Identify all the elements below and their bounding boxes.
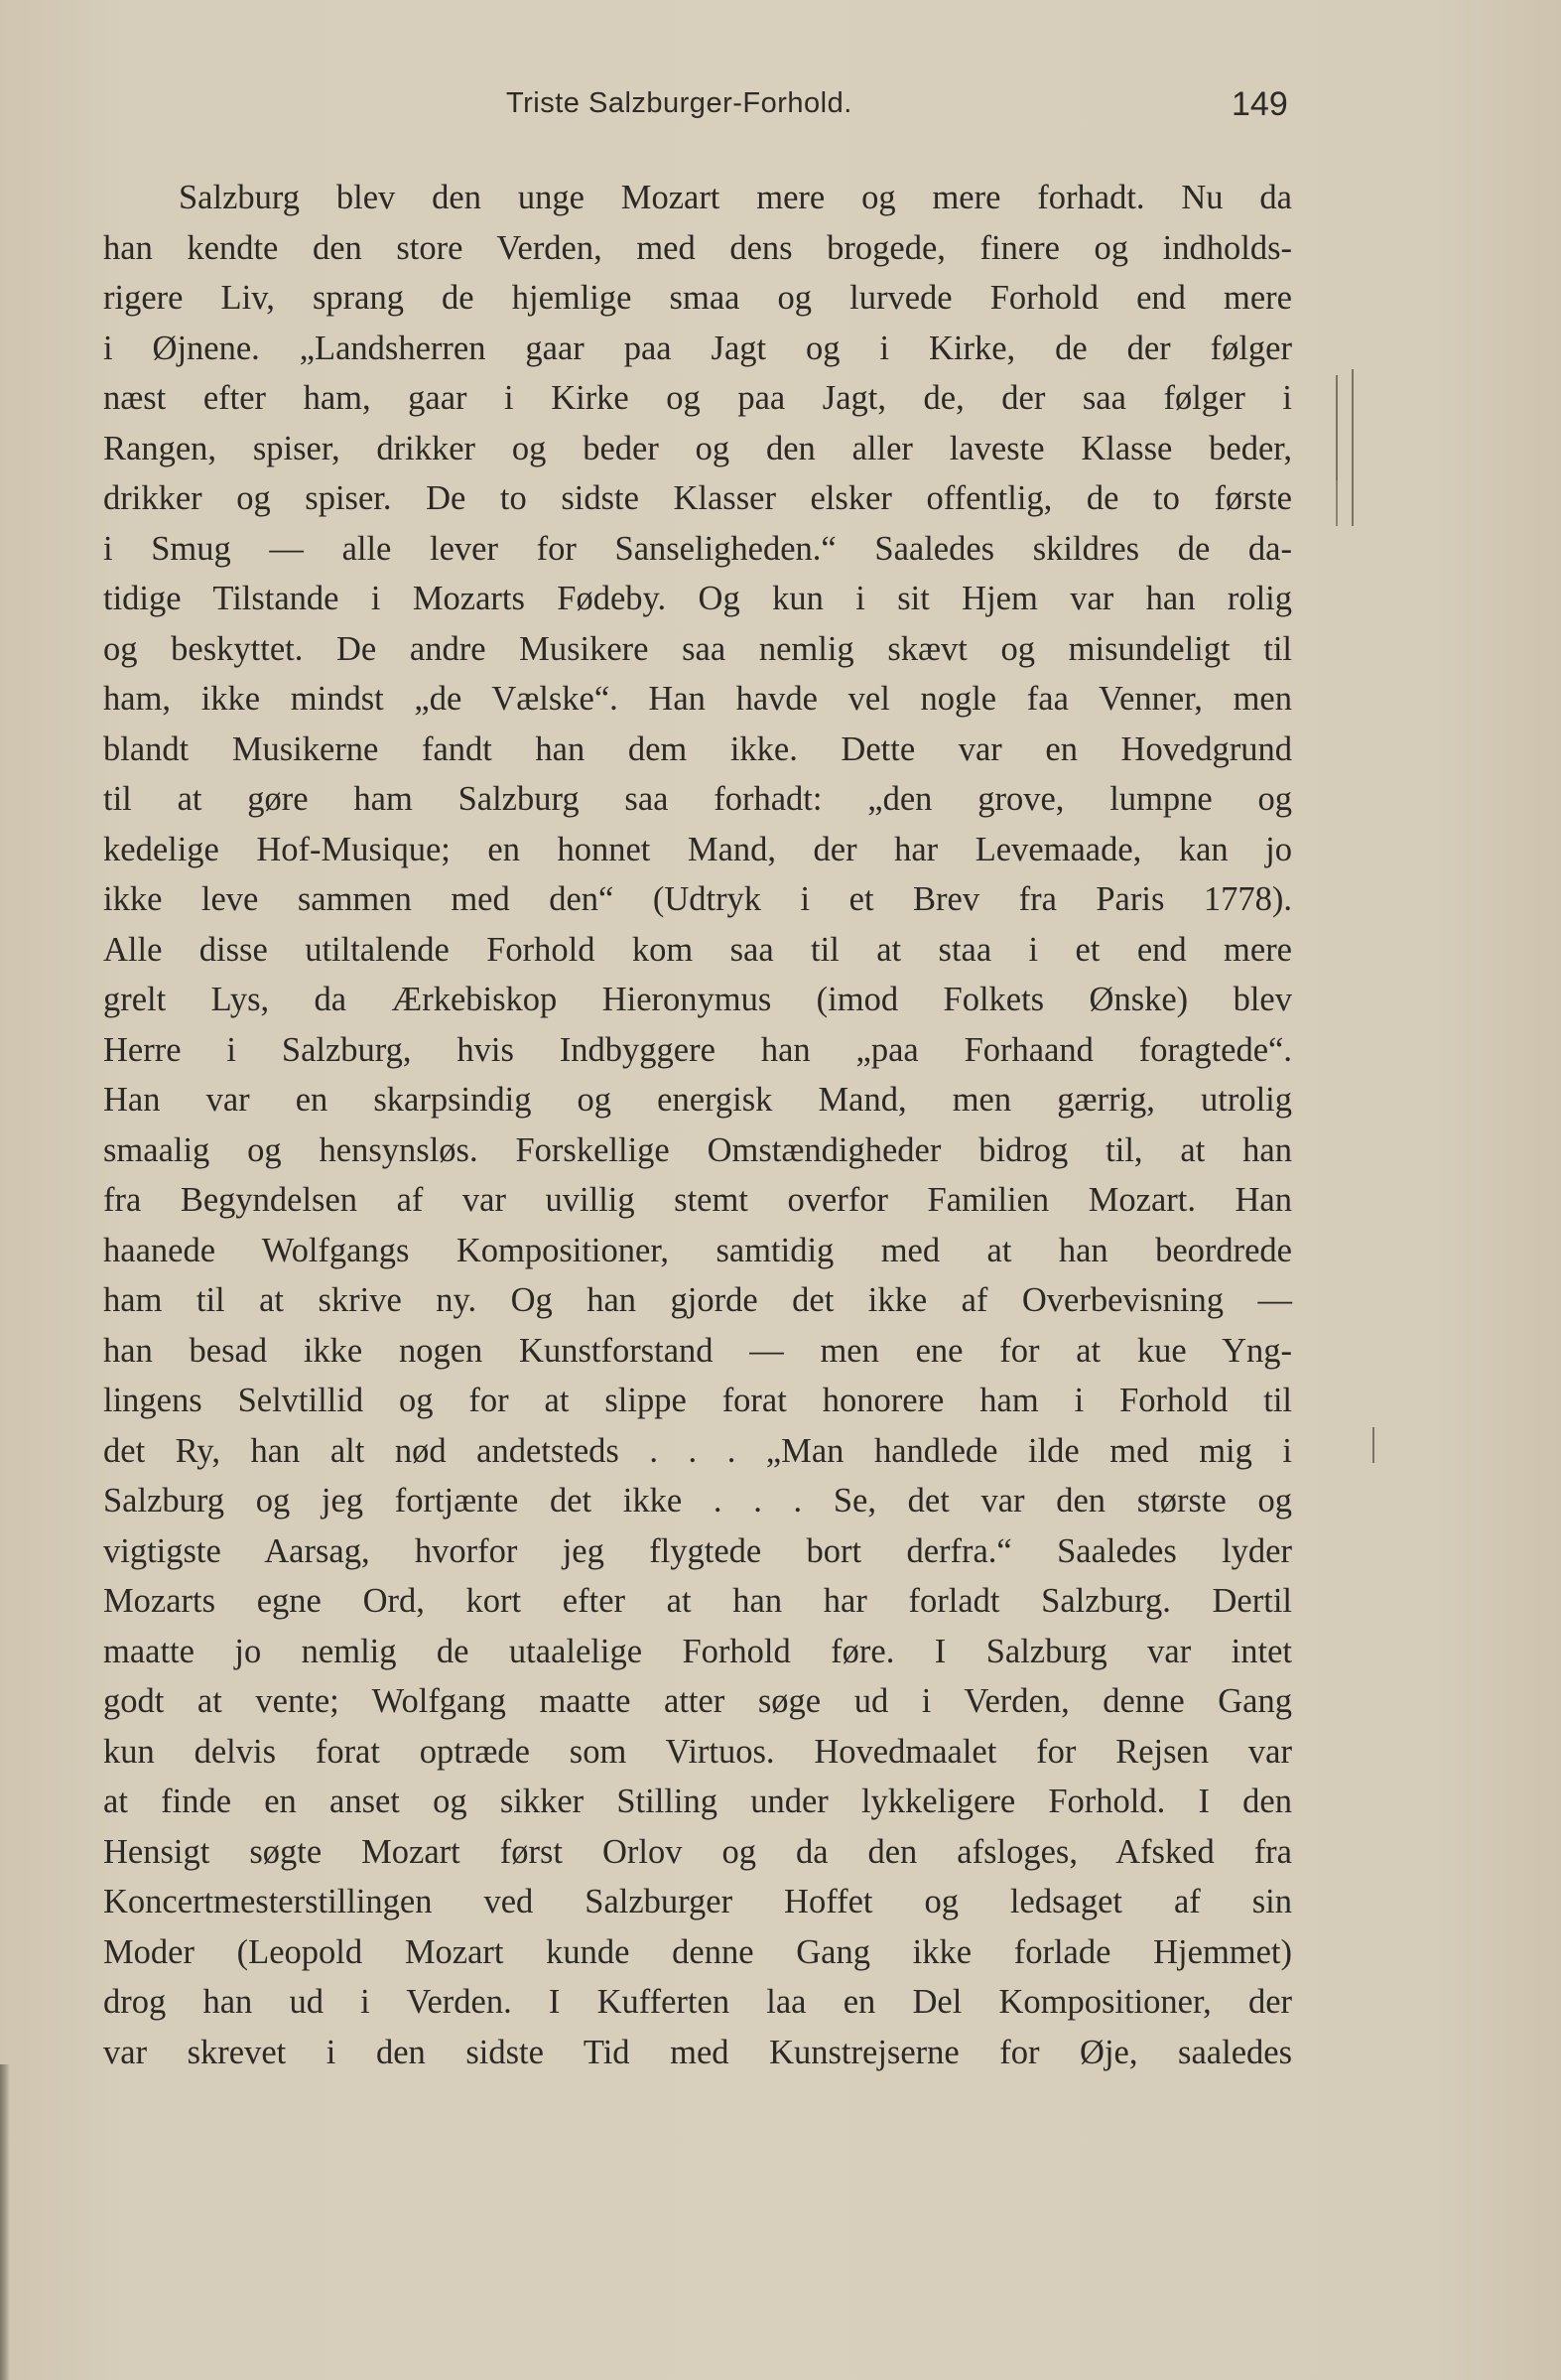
text-line: næst efter ham, gaar i Kirke og paa Jagt, de, der saa følger i [103,379,1292,417]
text-line: han besad ikke nogen Kunstforstand — men ene for at kue Yng- [103,1331,1292,1370]
text-line: til at gøre ham Salzburg saa forhadt: „den grove, lumpne og [103,780,1292,818]
text-line: Rangen, spiser, drikker og beder og den aller laveste Klasse beder, [103,429,1292,467]
text-line: kun delvis forat optræde som Virtuos. Hovedmaalet for Rejsen var [103,1732,1292,1771]
text-line: Moder (Leopold Mozart kunde denne Gang ikke forlade Hjemmet) [103,1932,1292,1971]
text-line: vigtigste Aarsag, hvorfor jeg flygtede bort derfra.“ Saaledes lyder [103,1531,1292,1570]
text-line: Alle disse utiltalende Forhold kom saa til at staa i et end mere [103,930,1292,969]
page-number: 149 [1232,85,1288,123]
text-line: drog han ud i Verden. I Kufferten laa en Del Kompositioner, der [103,1983,1292,2021]
text-line: haanede Wolfgangs Kompositioner, samtidig med at han beordrede [103,1231,1292,1269]
margin-pencil-mark [1336,480,1338,526]
text-line: rigere Liv, sprang de hjemlige smaa og lurvede Forhold end mere [103,279,1292,317]
text-line: grelt Lys, da Ærkebiskop Hieronymus (imod Folkets Ønske) blev [103,981,1292,1018]
text-line: i Smug — alle lever for Sanseligheden.“ Saaledes skildres de da- [103,529,1292,568]
margin-pencil-mark [1372,1427,1374,1463]
running-head [0,87,1561,133]
text-line: det Ry, han alt nød andetsteds . . . „Man handlede ilde med mig i [103,1431,1292,1470]
text-line: Mozarts egne Ord, kort efter at han har forladt Salzburg. Dertil [103,1582,1292,1620]
text-line: og beskyttet. De andre Musikere saa nemlig skævt og misundeligt til [103,629,1292,668]
text-line: at finde en anset og sikker Stilling under lykkeligere Forhold. I den [103,1783,1292,1820]
text-line: Salzburg blev den unge Mozart mere og mere forhadt. Nu da [179,179,1292,216]
text-line: i Øjnene. „Landsherren gaar paa Jagt og i Kirke, de der følger [103,329,1292,367]
text-line: kedelige Hof-Musique; en honnet Mand, der har Levemaade, kan jo [103,830,1292,868]
text-line: maatte jo nemlig de utaalelige Forhold føre. I Salzburg var intet [103,1632,1292,1670]
text-line: smaalig og hensynsløs. Forskellige Omstændigheder bidrog til, at han [103,1130,1292,1169]
text-line: blandt Musikerne fandt han dem ikke. Dette var en Hovedgrund [103,729,1292,768]
running-title: Triste Salzburger-Forhold. [506,87,852,119]
text-line: Han var en skarpsindig og energisk Mand, men gærrig, utrolig [103,1081,1292,1119]
text-line: Hensigt søgte Mozart først Orlov og da den afsloges, Afsked fra [103,1832,1292,1871]
text-line: ham, ikke mindst „de Vælske“. Han havde vel nogle faa Venner, men [103,680,1292,718]
text-line: han kendte den store Verden, med dens brogede, finere og indholds- [103,228,1292,267]
page-edge-shadow [0,2064,10,2380]
margin-pencil-mark [1352,369,1354,526]
text-line: ikke leve sammen med den“ (Udtryk i et Brev fra Paris 1778). [103,880,1292,918]
text-line: fra Begyndelsen af var uvillig stemt overfor Familien Mozart. Han [103,1181,1292,1219]
text-line: godt at vente; Wolfgang maatte atter søge ud i Verden, denne Gang [103,1682,1292,1720]
text-line: Herre i Salzburg, hvis Indbyggere han „paa Forhaand foragtede“. [103,1030,1292,1069]
text-line: var skrevet i den sidste Tid med Kunstrejserne for Øje, saaledes [103,2033,1292,2071]
body-text [103,173,1292,2077]
text-line: Salzburg og jeg fortjænte det ikke . . . Se, det var den største og [103,1482,1292,1520]
text-line: Koncertmesterstillingen ved Salzburger Hoffet og ledsaget af sin [103,1883,1292,1920]
text-line: lingens Selvtillid og for at slippe forat honorere ham i Forhold til [103,1382,1292,1419]
text-line: ham til at skrive ny. Og han gjorde det ikke af Overbevisning — [103,1281,1292,1319]
text-line: drikker og spiser. De to sidste Klasser elsker offentlig, de to første [103,479,1292,517]
text-line: tidige Tilstande i Mozarts Fødeby. Og kun i sit Hjem var han rolig [103,580,1292,617]
